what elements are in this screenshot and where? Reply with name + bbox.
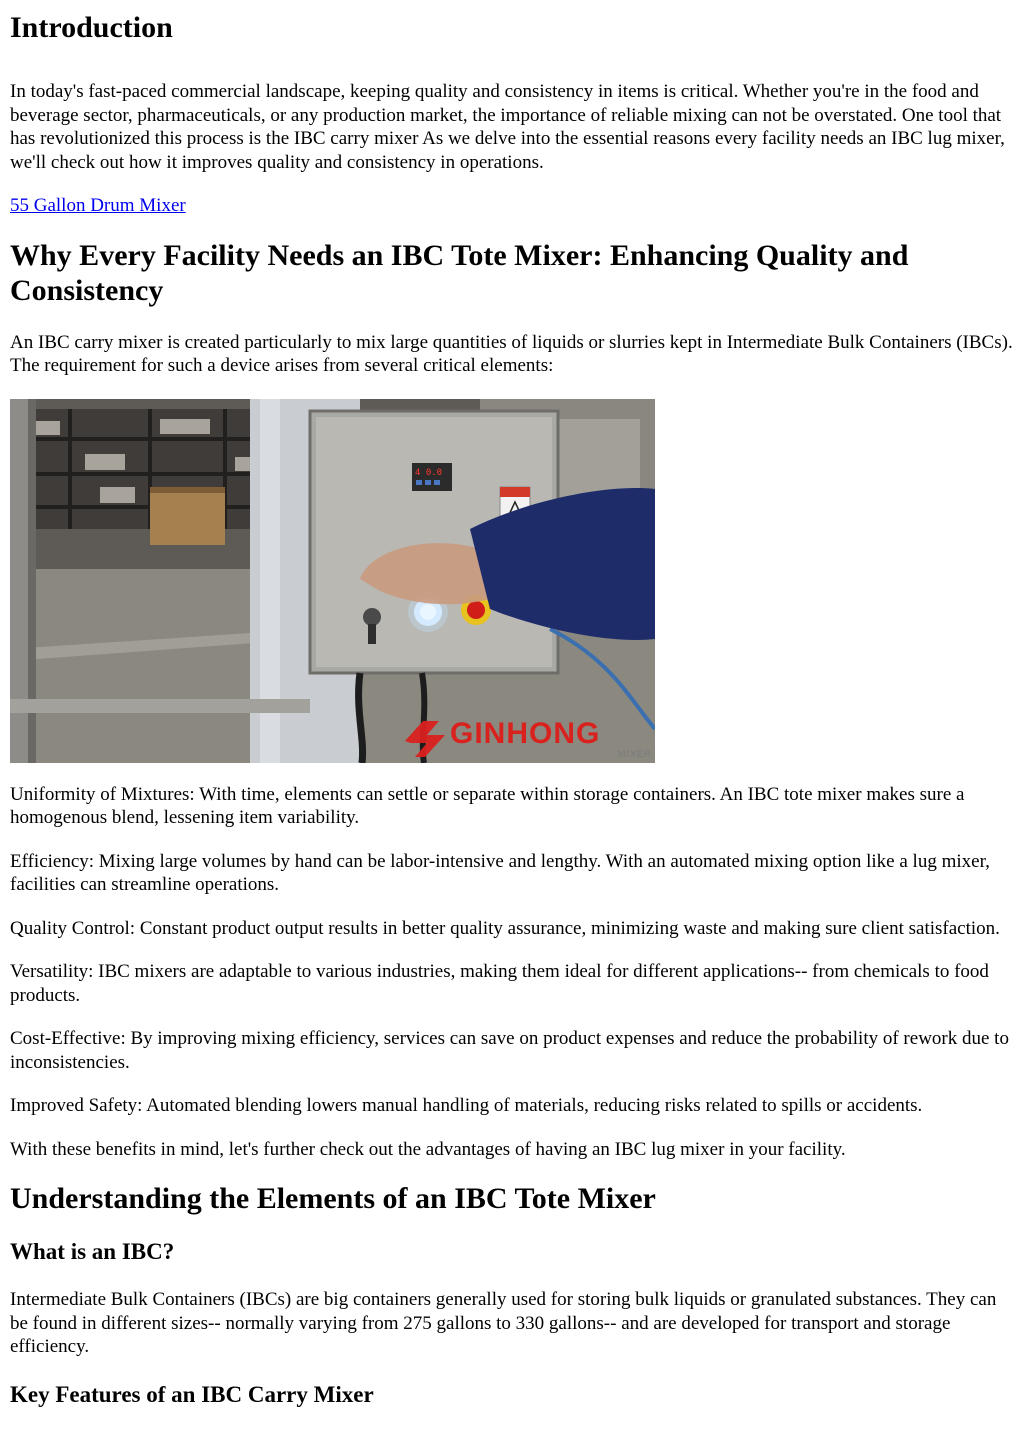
ginhong-logo-text: GINHONG (450, 716, 601, 750)
benefit-quality-control: Quality Control: Constant product output results in better quality assurance, minimizing waste and making sure client satisfaction. (10, 917, 1000, 939)
elements-heading: Understanding the Elements of an IBC Tote Mixer (10, 1182, 656, 1215)
drum-mixer-link[interactable]: 55 Gallon Drum Mixer (10, 195, 186, 216)
display-readout: 4 0.0 (415, 467, 443, 478)
benefit-improved-safety: Improved Safety: Automated blending lowers manual handling of materials, reducing risks related to spills or accidents. (10, 1095, 923, 1116)
what-is-ibc-heading: What is an IBC? (10, 1239, 175, 1264)
drum-mixer-link-wrap (10, 194, 1014, 218)
intro-paragraph: In today's fast-paced commercial landscape, keeping quality and consistency in items is critical. Whether you're in the food and beverage sector, pharmaceuticals, or any production market, the importance of reliable mixing can not be overstated. One tool that has revolutionized this process is the IBC carry mixer As we delve into the essential reasons every facility needs an IBC lug mixer, we'll check out how it improves quality and consistency in operations. (10, 81, 1005, 173)
article (0, 10, 1024, 1409)
ginhong-logo-subtext: MIXER (618, 748, 652, 759)
benefit-efficiency: Efficiency: Mixing large volumes by hand can be labor-intensive and lengthy. With an automated mixing option like a lug mixer, facilities can streamline operations. (10, 850, 990, 895)
benefit-uniformity: Uniformity of Mixtures: With time, elements can settle or separate within storage containers. An IBC tote mixer makes sure a homogenous blend, lessening item variability. (10, 783, 965, 828)
what-is-ibc-paragraph: Intermediate Bulk Containers (IBCs) are big containers generally used for storing bulk liquids or granulated substances. They can be found in different sizes-- normally varying from 275 gallons to 330 gallons-- and are developed for transport and storage efficiency. (10, 1289, 997, 1357)
benefit-cost-effective: Cost-Effective: By improving mixing efficiency, services can save on product expenses and reduce the probability of rework due to inconsistencies. (10, 1028, 1009, 1073)
why-paragraph: An IBC carry mixer is created particularly to mix large quantities of liquids or slurries kept in Intermediate Bulk Containers (IBCs). The requirement for such a device arises from several critical elements: (10, 331, 1013, 376)
key-features-heading: Key Features of an IBC Carry Mixer (10, 1381, 374, 1407)
mixer-control-panel-photo (10, 399, 655, 763)
intro-heading: Introduction (10, 11, 173, 44)
benefit-versatility: Versatility: IBC mixers are adaptable to various industries, making them ideal for different applications-- from chemicals to food products. (10, 961, 989, 1006)
benefits-closing: With these benefits in mind, let's further check out the advantages of having an IBC lug mixer in your facility. (10, 1138, 846, 1160)
why-heading: Why Every Facility Needs an IBC Tote Mixer: Enhancing Quality and Consistency (10, 238, 909, 307)
